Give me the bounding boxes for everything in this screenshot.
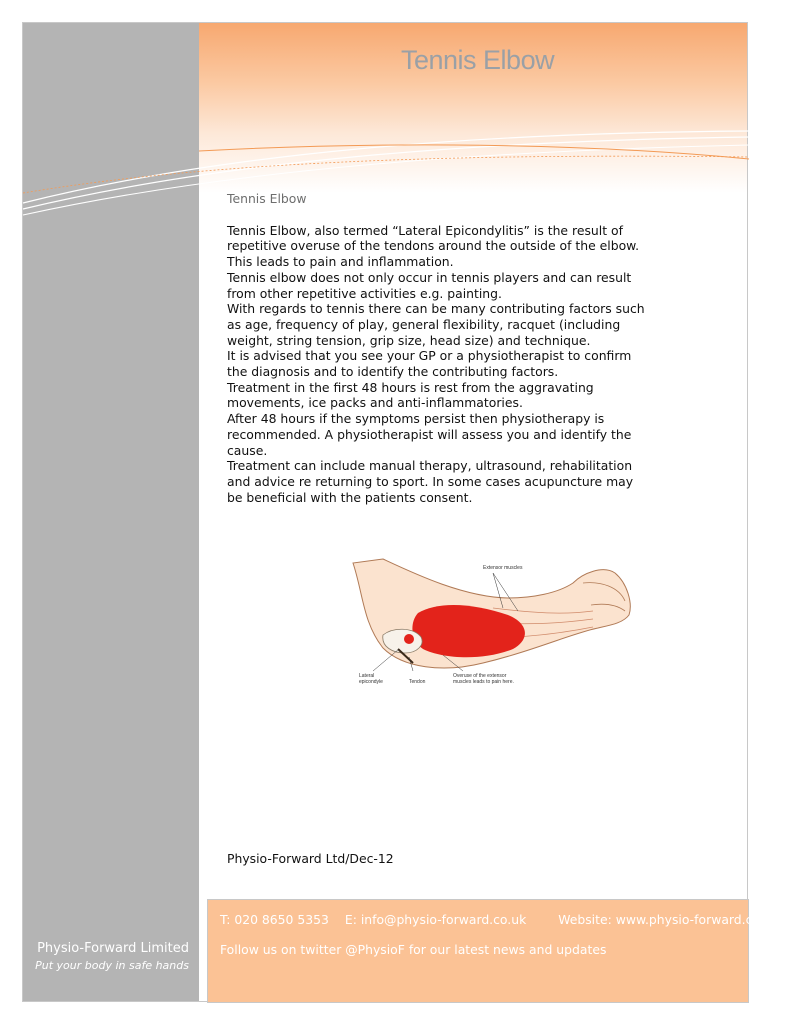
elbow-anatomy-illustration — [343, 553, 633, 693]
article-subheading: Tennis Elbow — [227, 191, 307, 206]
brand-tagline: Put your body in safe hands — [35, 959, 189, 972]
article-paragraph: With regards to tennis there can be many contributing factors such as age, frequency of play, general flexibility, racquet (including weight, string tension, grip size, head size) and technique. — [227, 301, 645, 348]
contact-panel — [207, 899, 779, 1003]
article-paragraph: Tennis Elbow, also termed “Lateral Epicondylitis” is the result of repetitive overuse of the tendons around the outside of the elbow. This leads to pain and inflammation. — [227, 222, 640, 270]
page-title: Tennis Elbow — [401, 45, 555, 75]
article-paragraph: It is advised that you see your GP or a physiotherapist to confirm the diagnosis and to identify the contributing factors. — [227, 348, 632, 380]
label-extensor-muscles: Extensor muscles — [483, 565, 523, 571]
brand-block — [23, 941, 189, 972]
document-page — [22, 22, 779, 1002]
website-link[interactable]: Website: www.physio-forward.co.uk — [558, 912, 779, 927]
document-reference: Physio-Forward Ltd/Dec-12 — [227, 851, 394, 866]
email-link[interactable]: E: info@physio-forward.co.uk — [344, 912, 527, 927]
contact-line — [220, 912, 791, 927]
article-paragraph: Treatment in the first 48 hours is rest from the aggravating movements, ice packs and anti-inflammatories. — [227, 379, 594, 411]
article-body — [227, 191, 647, 505]
article-paragraph: After 48 hours if the symptoms persist then physiotherapy is recommended. A physiotherapist will assess you and identify the cause. — [227, 411, 632, 458]
brand-name: Physio-Forward Limited — [37, 941, 189, 956]
article-paragraph: Treatment can include manual therapy, ultrasound, rehabilitation and advice re returning to sport. In some cases acupuncture may be beneficial with the patients consent. — [227, 458, 634, 505]
phone-number: T: 020 8650 5353 — [220, 912, 329, 927]
label-overuse-2: muscles leads to pain here. — [453, 679, 514, 685]
label-lateral: Lateral — [359, 673, 375, 679]
label-tendon: Tendon — [409, 679, 426, 685]
label-overuse-1: Overuse of the extensor — [453, 673, 507, 679]
label-epicondyle: epicondyle — [359, 679, 383, 685]
twitter-line[interactable]: Follow us on twitter @PhysioF for our latest news and updates — [220, 942, 607, 957]
article-paragraph: Tennis elbow does not only occur in tennis players and can result from other repetitive activities e.g. painting. — [227, 269, 632, 301]
